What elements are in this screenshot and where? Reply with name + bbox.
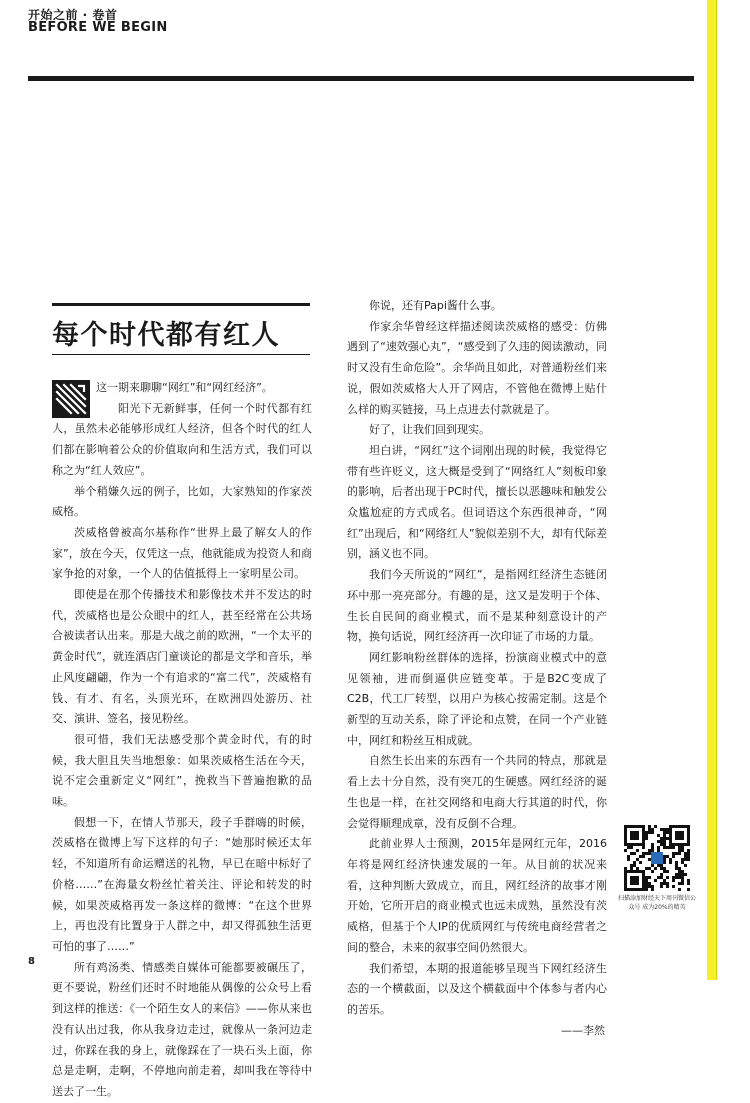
paragraph: 我们希望，本期的报道能够呈现当下网红经济生态的一个横截面，以及这个横截面中个体参与者内心的苦乐。 — [347, 961, 607, 1016]
title-underline — [52, 354, 310, 355]
paragraph: 很可惜，我们无法感受那个黄金时代，有的时候，我大胆且失当地想象：如果茨威格生活在今天，说不定会重新定义“网红”，挽救当下普遍抱歉的品味。 — [52, 732, 312, 809]
paragraph: 网红影响粉丝群体的选择，扮演商业模式中的意见领袖，进而倒逼供应链变革。于是B2C变成了C2B，代工厂转型，以用户为核心按需定制。这是个新型的互动关系，除了评论和点赞，在同一个产业链中，网红和粉丝互相成就。 — [347, 650, 607, 747]
paragraph: 我们今天所说的“网红”，是指网红经济生态链闭环中那一亮亮部分。有趣的是，这又是发明于个体、生长自民间的商业模式，而不是某种刻意设计的产物，换句话说，网红经济再一次印证了市场的力量。 — [347, 568, 607, 644]
qr-caption: 扫描添加财经天下周刊微信公众号 成为20%的精英 — [617, 895, 696, 911]
paragraph: 所有鸡汤类、情感类自媒体可能都要被碾压了，更不要说，粉丝们还时不时地能从偶像的公众号上看到这样的推送：《一个陌生女人的来信》——你从来也没有认出过我，你从我身边走过，就像从一条河边走过，你踩在我的身上，就像踩在了一块石头上面，你总是走啊，走啊，不停地向前走着，却叫我在等待中送去了一生。 — [52, 960, 312, 1098]
paragraph: 坦白讲，“网红”这个词刚出现的时候，我觉得它带有些许贬义，这大概是受到了“网络红人”刻板印象的影响，后者出现于PC时代，擅长以恶趣味和触发公众尴尬症的方式成名。但词语这个东西很神奇，“网红”出现后，和“网络红人”貌似差别不大，却有代际差别，涵义也不同。 — [347, 443, 607, 561]
paragraph: 好了，让我们回到现实。 — [369, 423, 490, 437]
author-signature: ——李然 — [561, 1023, 605, 1037]
paragraph: 自然生长出来的东西有一个共同的特点，那就是看上去十分自然，没有突兀的生硬感。网红经济的诞生也是一样，在社交网络和电商大行其道的时代，你会觉得顺理成章，没有反倒不合理。 — [347, 754, 607, 830]
paragraph: 此前业界人士预测，2015年是网红元年，2016年将是网红经济快速发展的一年。从目前的状况来看，这种判断大致成立，而且，网红经济的故事才刚开始，它所开启的商业模式也远未成熟，虽然没有茨威格，但基于个人IP的优质网红与传统电商经营者之间的整合，未来的叙事空间仍然很大。 — [347, 837, 607, 954]
paragraph: 你说，还有Papi酱什么事。 — [369, 299, 502, 312]
paragraph: 即使是在那个传播技术和影像技术并不发达的时代，茨威格也是公众眼中的红人，甚至经常在公共场合被读者认出来。那是大战之前的欧洲，“一个太平的黄金时代”，就连酒店门童谈论的都是文学和音乐，举止风度翩翩，作为一个有追求的“富二代”，茨威格有钱、有才、有名，头顶光环，在欧洲四处游历、社交、演讲、签名，接见粉丝。 — [52, 588, 312, 726]
section-label-en: BEFORE WE BEGIN — [28, 20, 168, 35]
title-top-rule — [52, 303, 310, 306]
paragraph: 阳光下无新鲜事，任何一个时代都有红人，虽然未必能够形成红人经济，但各个时代的红人们都在影响着公众的价值取向和生活方式，我们可以称之为“红人效应”。 — [52, 401, 312, 477]
paragraph: 作家余华曾经这样描述阅读茨威格的感受：仿佛遇到了“速效强心丸”，“感受到了久违的阅读激动，同时又没有生命危险”。余华尚且如此，对普通粉丝们来说，假如茨威格大人开了网店，不管他在微博上贴什么样的购买链接，马上点进去付款就是了。 — [347, 319, 607, 416]
magazine-logo-icon — [52, 380, 90, 418]
paragraph: 假想一下，在情人节那天，段子手群嗨的时候，茨威格在微博上写下这样的句子：“她那时候还太年轻，不知道所有命运赠送的礼物，早已在暗中标好了价格……”在海量女粉丝忙着关注、评论和转发的时候，如果茨威格再发一条这样的微博：“在这个世界上，再也没有比置身于人群之中，却又得孤独生活更可怕的事了……” — [52, 815, 312, 953]
section-label-cn: 开始之前 · 卷首 — [28, 8, 118, 22]
paragraph: 举个稍嫌久远的例子，比如，大家熟知的作家茨威格。 — [52, 484, 312, 519]
paragraph: 这一期来聊聊“网红”和“网红经济”。 — [96, 381, 273, 394]
yellow-edge-bar — [707, 0, 716, 980]
right-column — [347, 296, 607, 1041]
article-title: 每个时代都有红人 — [52, 320, 280, 351]
paragraph: 茨威格曾被高尔基称作“世界上最了解女人的作家”，放在今天，仅凭这一点，他就能成为投资人和商家争抢的对象，一个人的估值抵得上一家明星公司。 — [52, 525, 312, 581]
qr-code-icon[interactable] — [624, 825, 690, 891]
page-number: 8 — [28, 956, 35, 967]
top-divider — [28, 76, 694, 81]
yellow-edge-line — [716, 0, 717, 980]
left-column — [52, 378, 312, 1103]
